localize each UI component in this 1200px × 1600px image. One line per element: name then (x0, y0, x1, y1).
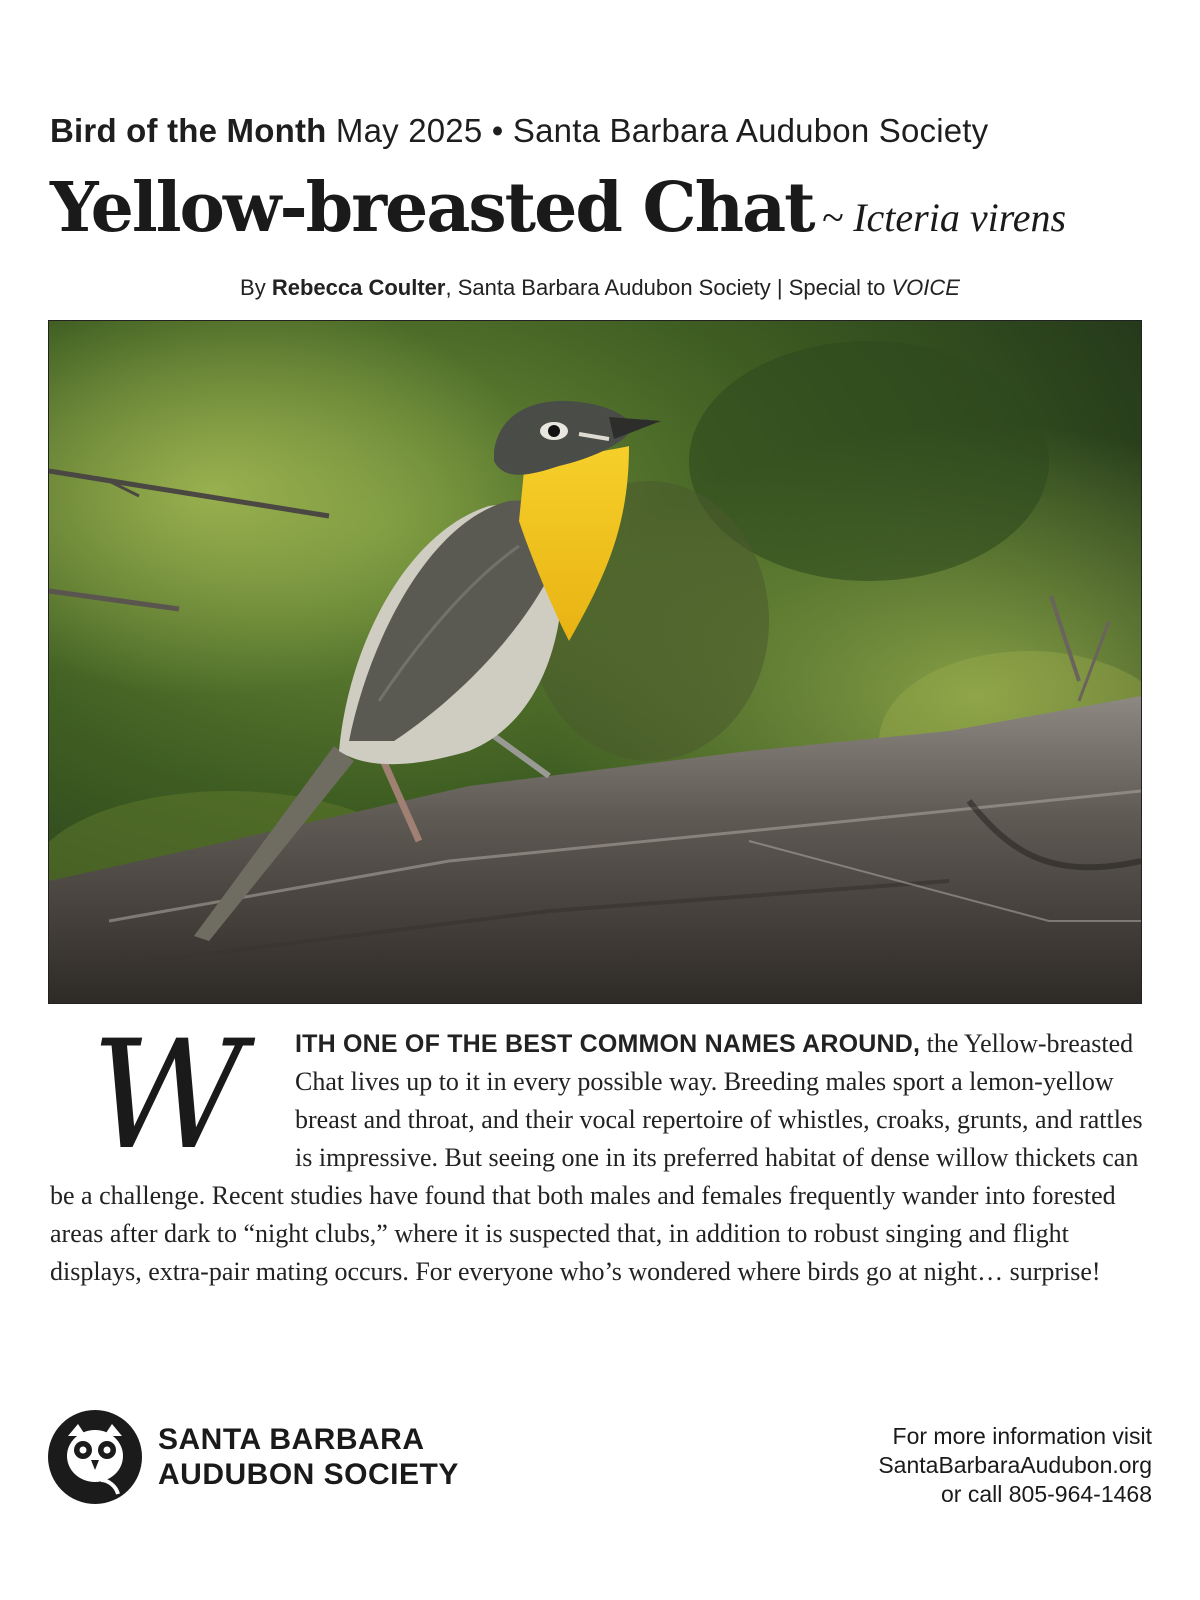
contact-website[interactable]: SantaBarbaraAudubon.org (878, 1452, 1152, 1478)
lead-in: ITH ONE OF THE BEST COMMON NAMES AROUND, (295, 1030, 921, 1058)
bird-photo-illustration (49, 321, 1141, 1003)
byline-publication: VOICE (891, 275, 960, 300)
byline-affiliation: , Santa Barbara Audubon Society | Special to (445, 275, 892, 300)
contact-phone: or call 805-964-1468 (941, 1481, 1152, 1507)
title-row (50, 168, 1150, 248)
photo-credit (1143, 810, 1167, 1005)
page-title: Yellow-breasted Chat (50, 168, 814, 248)
byline (0, 275, 1200, 301)
kicker-label: Bird of the Month (50, 112, 327, 149)
org-name (158, 1422, 459, 1492)
contact-info (878, 1422, 1152, 1509)
contact-line1: For more information visit (892, 1423, 1152, 1449)
header (50, 112, 1150, 150)
article-text: the Yellow-breasted Chat lives up to it in every possible way. Breeding males sport a lemon-yellow breast and throat, and their vocal repertoire of whistles, croaks, grunts, and rattles is impressive. But seeing one in its preferred habitat of dense willow thickets can be a challenge. Recent studies have found that both males and females frequently wander into forested areas after dark to “night clubs,” where it is suspected that, in addition to robust singing and flight displays, extra-pair mating occurs. For everyone who’s wondered where birds go at night… surprise! (50, 1029, 1143, 1286)
owl-logo-icon (46, 1408, 144, 1506)
drop-cap-letter: W (90, 1025, 246, 1175)
kicker-date-org: May 2025 • Santa Barbara Audubon Society (326, 112, 989, 149)
org-name-line2: AUDUBON SOCIETY (158, 1458, 459, 1491)
org-name-line1: SANTA BARBARA (158, 1423, 425, 1456)
drop-cap (50, 1025, 295, 1175)
byline-author: Rebecca Coulter (271, 275, 446, 300)
article-body (50, 1025, 1155, 1291)
bird-photo (48, 320, 1142, 1004)
byline-prefix: By (240, 275, 272, 300)
scientific-name: ~ Icteria virens (821, 195, 1067, 240)
kicker (50, 112, 1150, 150)
